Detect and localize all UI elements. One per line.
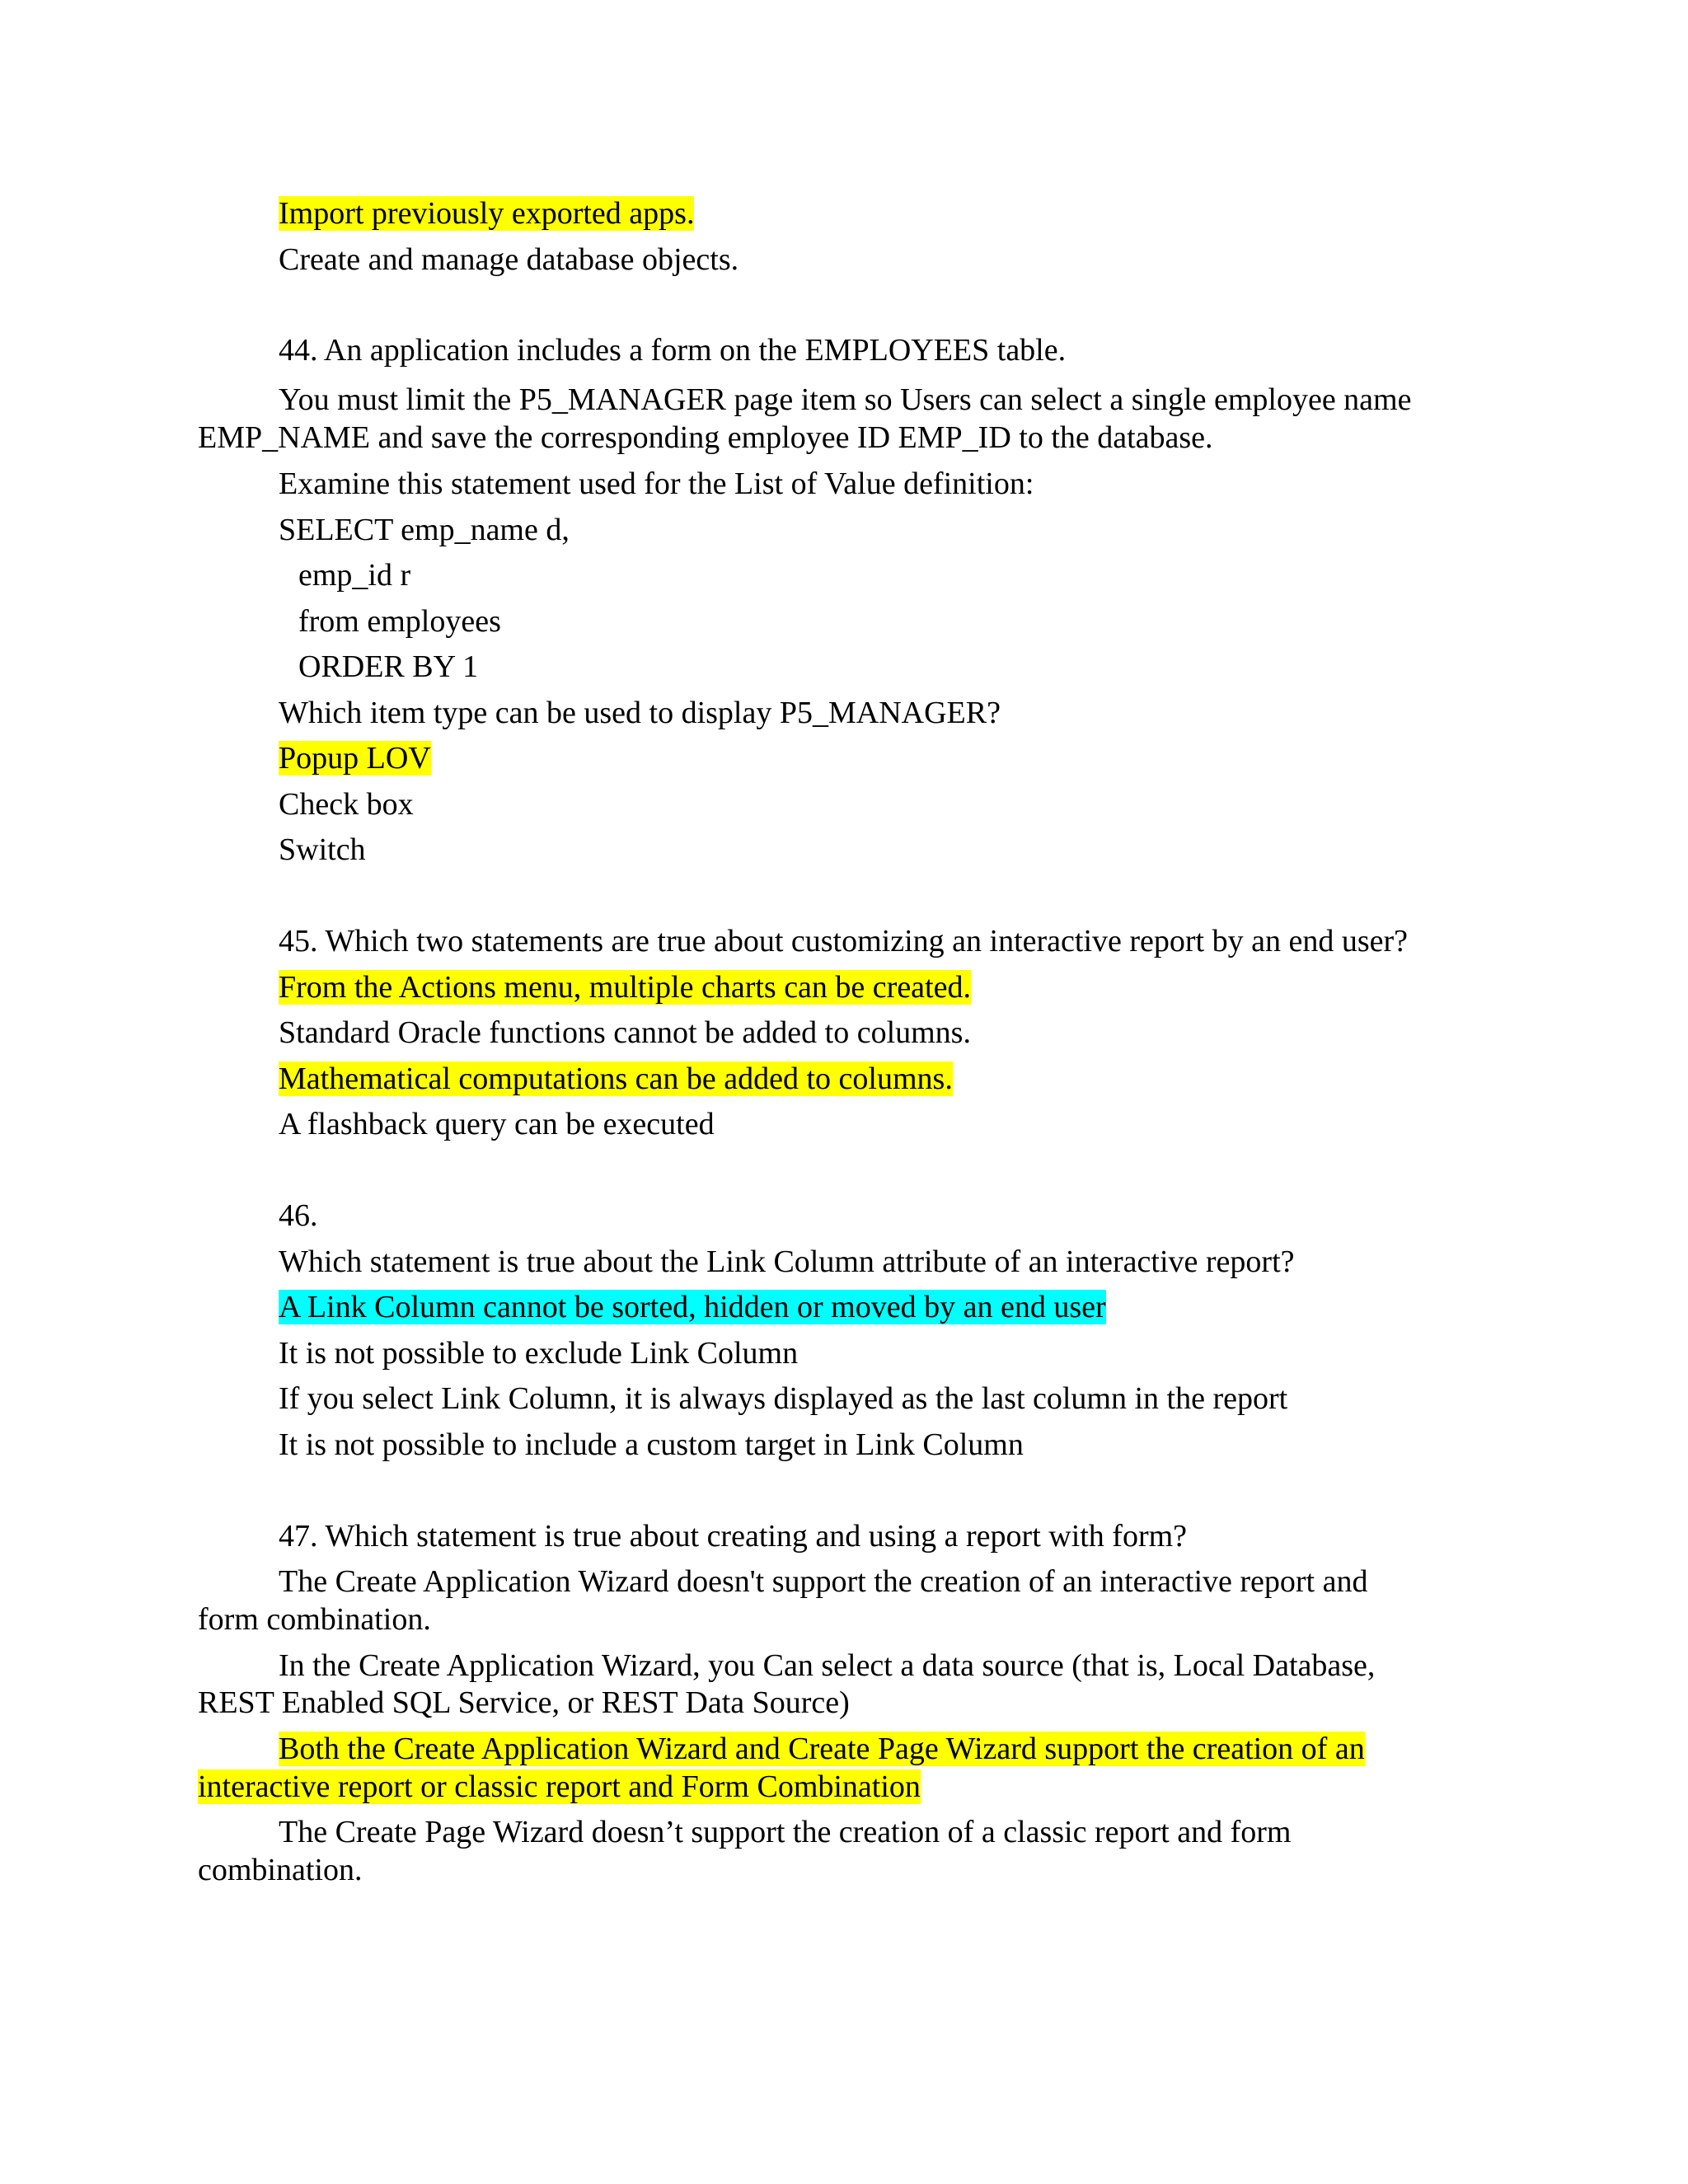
highlight: Popup LOV — [279, 741, 431, 776]
highlight: A Link Column cannot be sorted, hidden or moved by an end user — [279, 1290, 1106, 1324]
q46-answer-4: It is not possible to include a custom target in Link Column — [279, 1427, 1024, 1462]
q44-code-line4: ORDER BY 1 — [298, 649, 479, 684]
q45-answer-2: Standard Oracle functions cannot be added to columns. — [279, 1015, 971, 1050]
q46-answer-3: If you select Link Column, it is always displayed as the last column in the report — [279, 1381, 1288, 1416]
q44-code-line3: from employees — [298, 604, 501, 639]
q45-answer-1 — [279, 968, 971, 1006]
q47-answer-4-line1: The Create Page Wizard doesn’t support the creation of a classic report and form — [279, 1815, 1292, 1849]
q44-text3: Examine this statement used for the List of Value definition: — [279, 466, 1034, 501]
q44-answer-3: Switch — [279, 832, 366, 867]
q47-answer-1-line1: The Create Application Wizard doesn't support the creation of an interactive report and — [279, 1564, 1368, 1599]
q47-answer-2-line2: REST Enabled SQL Service, or REST Data Source) — [198, 1685, 850, 1720]
q47-answer-3-line1 — [279, 1730, 1365, 1768]
q44-text-line1: You must limit the P5_MANAGER page item so Users can select a single employee name — [279, 382, 1412, 417]
q44-text-line2: EMP_NAME and save the corresponding employee ID EMP_ID to the database. — [198, 420, 1213, 455]
q46-answer-2: It is not possible to exclude Link Column — [279, 1336, 799, 1371]
q47-answer-4-line2: combination. — [198, 1853, 363, 1887]
q46-question: Which statement is true about the Link Column attribute of an interactive report? — [279, 1244, 1295, 1279]
highlight: Import previously exported apps. — [279, 196, 695, 231]
q44-code-line1: SELECT emp_name d, — [279, 513, 570, 547]
q44-prompt: Which item type can be used to display P5_MANAGER? — [279, 696, 1001, 730]
q45-question: 45. Which two statements are true about customizing an interactive report by an end user? — [279, 924, 1409, 958]
highlight: Both the Create Application Wizard and Create Page Wizard support the creation of an — [279, 1732, 1365, 1766]
q45-answer-4: A flashback query can be executed — [279, 1107, 715, 1141]
q45-answer-3 — [279, 1060, 953, 1098]
q43-answer-1 — [279, 194, 694, 232]
q44-answer-2: Check box — [279, 787, 414, 822]
highlight: Mathematical computations can be added to columns. — [279, 1062, 953, 1096]
q46-number: 46. — [279, 1198, 318, 1233]
highlight: From the Actions menu, multiple charts can be created. — [279, 970, 971, 1005]
q47-question: 47. Which statement is true about creating and using a report with form? — [279, 1519, 1188, 1554]
q43-answer-2: Create and manage database objects. — [279, 242, 739, 277]
q47-answer-1-line2: form combination. — [198, 1602, 431, 1637]
q47-answer-3-line2 — [198, 1768, 921, 1806]
q44-answer-1 — [279, 739, 431, 777]
q46-answer-1 — [279, 1288, 1106, 1326]
highlight: interactive report or classic report and Form Combination — [198, 1769, 921, 1804]
q44-code-line2: emp_id r — [298, 558, 411, 593]
q44-question: 44. An application includes a form on the EMPLOYEES table. — [279, 333, 1067, 368]
q47-answer-2-line1: In the Create Application Wizard, you Can select a data source (that is, Local Database, — [279, 1648, 1376, 1683]
